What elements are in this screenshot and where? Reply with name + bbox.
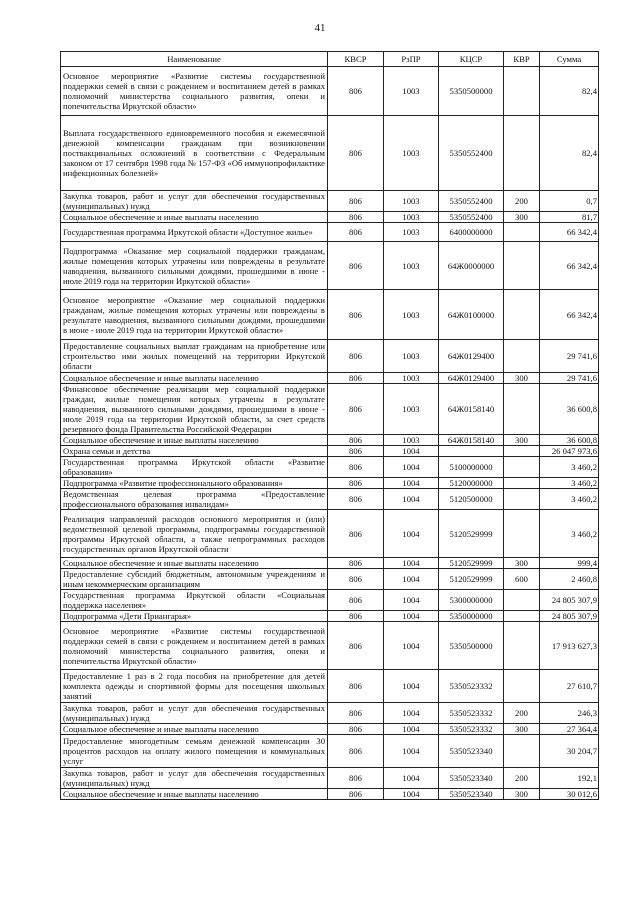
table-row [61, 735, 599, 768]
cell-kcsr: 5350500000 [439, 67, 504, 116]
table-row [61, 510, 599, 558]
cell-rzpr: 1004 [384, 703, 439, 724]
cell-kvsr: 806 [328, 191, 384, 212]
cell-sum: 81,7 [540, 212, 599, 223]
cell-kcsr: 5100000000 [439, 457, 504, 478]
cell-kvsr: 806 [328, 735, 384, 768]
cell-rzpr: 1004 [384, 569, 439, 590]
cell-kvsr: 806 [328, 212, 384, 223]
cell-sum: 999,4 [540, 558, 599, 569]
table-row [61, 373, 599, 384]
cell-kvr: 300 [504, 373, 540, 384]
cell-name: Выплата государственного единовременного пособия и ежемесячной денежной компенсации гражданам при возникновении поствакцинальных осложнений в соответствии с Федеральным законом от 17 сентября 1998 года № 157-ФЗ «Об иммунопрофилактике инфекционных болезней» [61, 116, 328, 191]
cell-name: Государственная программа Иркутской области «Социальная поддержка населения» [61, 590, 328, 611]
cell-kvsr: 806 [328, 489, 384, 510]
cell-sum: 246,3 [540, 703, 599, 724]
cell-kvsr: 806 [328, 510, 384, 558]
table-row [61, 384, 599, 435]
cell-name: Социальное обеспечение и иные выплаты населению [61, 435, 328, 446]
cell-sum: 3 460,2 [540, 510, 599, 558]
cell-kvr [504, 116, 540, 191]
cell-kvsr: 806 [328, 724, 384, 735]
cell-kvsr: 806 [328, 622, 384, 670]
table-row [61, 191, 599, 212]
cell-name: Предоставление социальных выплат гражданам на приобретение или строительство ими жилых помещений на территории Иркутской области [61, 340, 328, 373]
cell-name: Основное мероприятие «Развитие системы государственной поддержки семей в связи с рождением и воспитанием детей в рамках полномочий министерства социального развития, опеки и попечительства Иркутской области» [61, 622, 328, 670]
column-header-name: Наименование [61, 52, 328, 67]
cell-kvsr: 806 [328, 242, 384, 290]
table-header-row [61, 52, 599, 67]
table-row [61, 116, 599, 191]
cell-sum: 3 460,2 [540, 478, 599, 489]
cell-kcsr: 5350523340 [439, 789, 504, 800]
cell-kvsr: 806 [328, 670, 384, 703]
cell-kvsr: 806 [328, 340, 384, 373]
cell-kcsr: 5120000000 [439, 478, 504, 489]
table-row [61, 558, 599, 569]
cell-kvsr: 806 [328, 384, 384, 435]
table-row [61, 768, 599, 789]
cell-name: Предоставление 1 раз в 2 года пособия на приобретение для детей комплекта одежды и спортивной формы для посещения школьных занятий [61, 670, 328, 703]
table-row [61, 724, 599, 735]
cell-sum: 82,4 [540, 116, 599, 191]
cell-sum: 66 342,4 [540, 242, 599, 290]
table-row [61, 703, 599, 724]
cell-name: Закупка товаров, работ и услуг для обеспечения государственных (муниципальных) нужд [61, 768, 328, 789]
cell-kvr [504, 670, 540, 703]
cell-kvr [504, 457, 540, 478]
column-header-kvsr: КВСР [328, 52, 384, 67]
cell-kvr: 600 [504, 569, 540, 590]
cell-rzpr: 1003 [384, 191, 439, 212]
cell-kvr [504, 735, 540, 768]
cell-kcsr: 64Ж0129400 [439, 373, 504, 384]
table-row [61, 67, 599, 116]
cell-kvsr: 806 [328, 67, 384, 116]
table-row [61, 611, 599, 622]
cell-name: Основное мероприятие «Развитие системы государственной поддержки семей в связи с рождением и воспитанием детей в рамках полномочий министерства социального развития, опеки и попечительства Иркутской области» [61, 67, 328, 116]
cell-name: Государственная программа Иркутской области «Развитие образования» [61, 457, 328, 478]
table-row [61, 590, 599, 611]
cell-kcsr: 5350523332 [439, 703, 504, 724]
cell-rzpr: 1004 [384, 735, 439, 768]
cell-kvsr: 806 [328, 611, 384, 622]
cell-sum: 29 741,6 [540, 340, 599, 373]
cell-rzpr: 1004 [384, 768, 439, 789]
cell-rzpr: 1004 [384, 724, 439, 735]
cell-kvr [504, 223, 540, 242]
cell-name: Государственная программа Иркутской области «Доступное жилье» [61, 223, 328, 242]
table-row [61, 340, 599, 373]
cell-name: Финансовое обеспечение реализации мер социальной поддержки граждан, жилые помещения которых утрачены в результате наводнения, вызванного сильными дождями, прошедшими в июне - июле 2019 года на территории Иркутской области, за счет средств резервного фонда Правительства Российской Федерации [61, 384, 328, 435]
cell-rzpr: 1004 [384, 457, 439, 478]
cell-kcsr: 5350523340 [439, 768, 504, 789]
cell-kvr [504, 611, 540, 622]
cell-sum: 192,1 [540, 768, 599, 789]
cell-kcsr: 5350000000 [439, 611, 504, 622]
cell-name: Социальное обеспечение и иные выплаты населению [61, 558, 328, 569]
cell-sum: 24 805 307,9 [540, 611, 599, 622]
cell-name: Социальное обеспечение и иные выплаты населению [61, 212, 328, 223]
cell-kvsr: 806 [328, 703, 384, 724]
cell-kvr: 200 [504, 768, 540, 789]
cell-rzpr: 1003 [384, 212, 439, 223]
cell-kvsr: 806 [328, 478, 384, 489]
cell-kcsr: 5350500000 [439, 622, 504, 670]
cell-sum: 2 460,8 [540, 569, 599, 590]
cell-rzpr: 1004 [384, 510, 439, 558]
cell-name: Подпрограмма «Оказание мер социальной поддержки гражданам, жилые помещения которых утрачены или повреждены в результате наводнения, вызванного сильными дождями, прошедшими в июне - июле 2019 года на территории Иркутской области» [61, 242, 328, 290]
cell-kcsr: 64Ж0158140 [439, 435, 504, 446]
cell-name: Основное мероприятие «Оказание мер социальной поддержки гражданам, жилые помещения которых утрачены или повреждены в результате наводнения, вызванного сильными дождями, прошедшими в июне - июле 2019 года на территории Иркутской области» [61, 290, 328, 340]
cell-sum: 66 342,4 [540, 290, 599, 340]
cell-kvr: 300 [504, 435, 540, 446]
cell-name: Подпрограмма «Дети Приангарья» [61, 611, 328, 622]
cell-kvsr: 806 [328, 789, 384, 800]
cell-kvr [504, 340, 540, 373]
cell-name: Закупка товаров, работ и услуг для обеспечения государственных (муниципальных) нужд [61, 191, 328, 212]
cell-kcsr: 5120500000 [439, 489, 504, 510]
cell-kvr: 300 [504, 724, 540, 735]
cell-rzpr: 1003 [384, 384, 439, 435]
table-row [61, 457, 599, 478]
cell-rzpr: 1003 [384, 67, 439, 116]
column-header-kvr: КВР [504, 52, 540, 67]
cell-kcsr: 6400000000 [439, 223, 504, 242]
cell-rzpr: 1003 [384, 116, 439, 191]
cell-rzpr: 1004 [384, 622, 439, 670]
cell-kcsr: 64Ж0158140 [439, 384, 504, 435]
cell-sum: 36 600,8 [540, 435, 599, 446]
cell-kvsr: 806 [328, 457, 384, 478]
cell-rzpr: 1004 [384, 670, 439, 703]
cell-rzpr: 1004 [384, 590, 439, 611]
cell-name: Закупка товаров, работ и услуг для обеспечения государственных (муниципальных) нужд [61, 703, 328, 724]
cell-kvsr: 806 [328, 446, 384, 457]
cell-kvsr: 806 [328, 435, 384, 446]
cell-sum: 27 364,4 [540, 724, 599, 735]
cell-kvsr: 806 [328, 373, 384, 384]
cell-name: Социальное обеспечение и иные выплаты населению [61, 373, 328, 384]
cell-kcsr: 64Ж0000000 [439, 242, 504, 290]
cell-kcsr: 5350523340 [439, 735, 504, 768]
cell-kvsr: 806 [328, 569, 384, 590]
cell-kcsr: 5120529999 [439, 510, 504, 558]
cell-kvr [504, 489, 540, 510]
cell-sum: 66 342,4 [540, 223, 599, 242]
cell-kvsr: 806 [328, 290, 384, 340]
cell-rzpr: 1003 [384, 223, 439, 242]
cell-rzpr: 1004 [384, 558, 439, 569]
cell-name: Подпрограмма «Развитие профессионального образования» [61, 478, 328, 489]
cell-sum: 36 600,8 [540, 384, 599, 435]
cell-kvr [504, 510, 540, 558]
table-row [61, 290, 599, 340]
cell-rzpr: 1003 [384, 435, 439, 446]
cell-kvr [504, 290, 540, 340]
budget-table [60, 51, 599, 800]
cell-kcsr: 5120529999 [439, 569, 504, 590]
cell-name: Социальное обеспечение и иные выплаты населению [61, 724, 328, 735]
cell-kvr [504, 590, 540, 611]
cell-kcsr: 5120529999 [439, 558, 504, 569]
cell-name: Ведомственная целевая программа «Предоставление профессионального образования инвалидам» [61, 489, 328, 510]
table-row [61, 789, 599, 800]
cell-sum: 3 460,2 [540, 489, 599, 510]
cell-name: Охрана семьи и детства [61, 446, 328, 457]
cell-name: Социальное обеспечение и иные выплаты населению [61, 789, 328, 800]
cell-kvr: 300 [504, 558, 540, 569]
cell-kcsr: 5350523332 [439, 724, 504, 735]
table-row [61, 622, 599, 670]
cell-sum: 24 805 307,9 [540, 590, 599, 611]
cell-sum: 26 047 973,6 [540, 446, 599, 457]
cell-sum: 0,7 [540, 191, 599, 212]
cell-kvsr: 806 [328, 116, 384, 191]
table-row [61, 569, 599, 590]
page-number: 41 [314, 22, 326, 34]
cell-rzpr: 1003 [384, 373, 439, 384]
cell-kvr [504, 622, 540, 670]
table-row [61, 212, 599, 223]
cell-kvr [504, 242, 540, 290]
table-row [61, 489, 599, 510]
cell-sum: 29 741,6 [540, 373, 599, 384]
cell-kvsr: 806 [328, 590, 384, 611]
cell-rzpr: 1004 [384, 446, 439, 457]
cell-name: Предоставление субсидий бюджетным, автономным учреждениям и иным некоммерческим организациям [61, 569, 328, 590]
table-row [61, 242, 599, 290]
cell-kvr [504, 478, 540, 489]
table-row [61, 223, 599, 242]
cell-kvr: 300 [504, 789, 540, 800]
table-row [61, 670, 599, 703]
cell-name: Предоставление многодетным семьям денежной компенсации 30 процентов расходов на оплату жилого помещения и коммунальных услуг [61, 735, 328, 768]
cell-kvsr: 806 [328, 558, 384, 569]
cell-kcsr: 5350552400 [439, 116, 504, 191]
cell-kvr: 200 [504, 703, 540, 724]
cell-sum: 30 204,7 [540, 735, 599, 768]
cell-kvsr: 806 [328, 223, 384, 242]
cell-rzpr: 1003 [384, 340, 439, 373]
cell-kcsr: 64Ж0129400 [439, 340, 504, 373]
cell-sum: 82,4 [540, 67, 599, 116]
cell-rzpr: 1004 [384, 789, 439, 800]
cell-name: Реализация направлений расходов основного мероприятия и (или) ведомственной целевой программы, подпрограммы государственной программы Иркутской области, а также непрограммных расходов государственных органов Иркутской области [61, 510, 328, 558]
table-row [61, 478, 599, 489]
cell-kcsr [439, 446, 504, 457]
cell-kvsr: 806 [328, 768, 384, 789]
cell-kvr [504, 446, 540, 457]
cell-kcsr: 5350523332 [439, 670, 504, 703]
cell-kvr: 200 [504, 191, 540, 212]
column-header-sum: Сумма [540, 52, 599, 67]
column-header-rzpr: РзПР [384, 52, 439, 67]
cell-rzpr: 1004 [384, 489, 439, 510]
cell-rzpr: 1004 [384, 611, 439, 622]
cell-sum: 17 913 627,3 [540, 622, 599, 670]
cell-kvr [504, 384, 540, 435]
cell-sum: 3 460,2 [540, 457, 599, 478]
table-body [61, 67, 599, 800]
cell-sum: 27 610,7 [540, 670, 599, 703]
cell-kcsr: 5300000000 [439, 590, 504, 611]
cell-sum: 30 012,6 [540, 789, 599, 800]
cell-kcsr: 5350552400 [439, 212, 504, 223]
cell-kvr: 300 [504, 212, 540, 223]
cell-kcsr: 64Ж0100000 [439, 290, 504, 340]
cell-kvr [504, 67, 540, 116]
cell-rzpr: 1003 [384, 290, 439, 340]
column-header-kcsr: КЦСР [439, 52, 504, 67]
cell-kcsr: 5350552400 [439, 191, 504, 212]
cell-rzpr: 1003 [384, 242, 439, 290]
table-row [61, 435, 599, 446]
cell-rzpr: 1004 [384, 478, 439, 489]
table-row [61, 446, 599, 457]
